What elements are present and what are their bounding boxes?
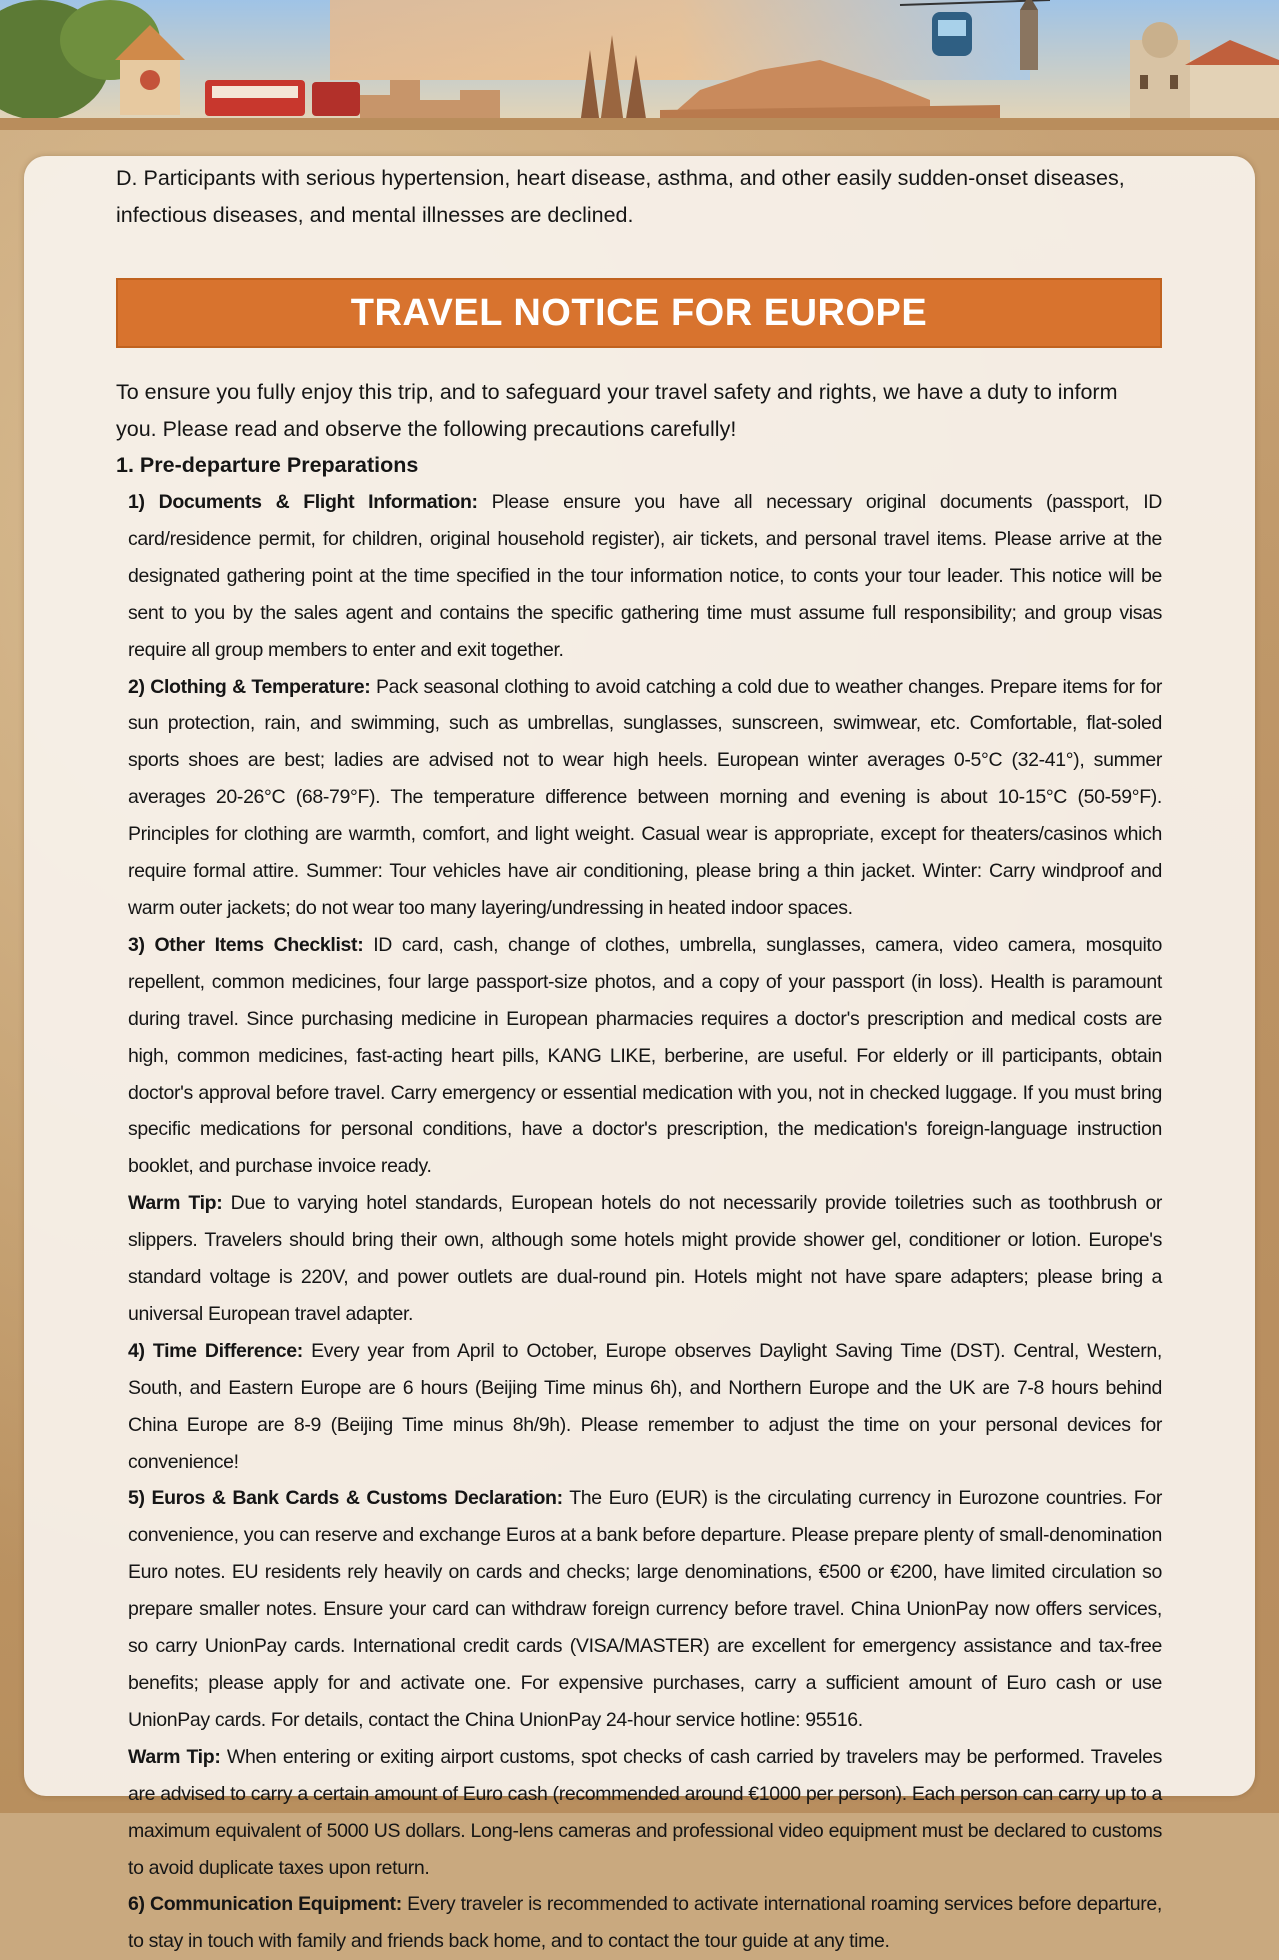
item-communication: [128, 1886, 1162, 1960]
item-text: Due to varying hotel standards, European hotels do not necessarily provide toiletries such as toothbrush or slippers. Travelers should bring their own, although some hotels might provide shower gel, conditioner or lotion. Europe's standard voltage is 220V, and power outlets are dual-round pin. Hotels might not have spare adapters; please bring a universal European travel adapter.: [128, 1192, 1162, 1325]
item-time-difference: [128, 1333, 1162, 1481]
item-label: 3) Other Items Checklist:: [128, 933, 364, 956]
intro-paragraph: To ensure you fully enjoy this trip, and to safeguard your travel safety and rights, we have a duty to inform you. Please read and observe the following precautions carefully!: [116, 380, 1118, 441]
section-heading: 1. Pre-departure Preparations: [116, 453, 419, 477]
item-label: Warm Tip:: [128, 1745, 221, 1768]
item-clothing: [128, 669, 1162, 927]
item-text: When entering or exiting airport customs, spot checks of cash carried by travelers may be performed. Traveles are advised to carry a certain amount of Euro cash (recommended around €1000 per person). Each person can carry up to a maximum equivalent of 5000 US dollars. Long-lens cameras and professional video equipment must be declared to customs to avoid duplicate taxes upon return.: [128, 1745, 1163, 1879]
item-text: Please ensure you have all necessary original documents (passport, ID card/residence permit, for children, original household register), air tickets, and personal travel items. Please arrive at the designated gathering point at the time specified in the tour information notice, to conts your tour leader. This notice will be sent to you by the sales agent and contains the specific gathering time must assume full responsibility; and group visas require all group members to enter and exit together.: [128, 491, 1162, 661]
item-label: 6) Communication Equipment:: [128, 1893, 402, 1916]
banner-illustration: [0, 0, 1279, 130]
item-label: 2) Clothing & Temperature:: [128, 675, 371, 698]
item-label: 4) Time Difference:: [128, 1339, 303, 1362]
item-text: ID card, cash, change of clothes, umbrella, sunglasses, camera, video camera, mosquito repellent, common medicines, four large passport-size photos, and a copy of your passport (in loss). Health is paramount during travel. Since purchasing medicine in European pharmacies requires a doctor's prescription and medical costs are high, common medicines, fast-acting heart pills, KANG LIKE, berberine, are useful. For elderly or ill participants, obtain doctor's approval before travel. Carry emergency or essential medication with you, not in checked luggage. If you must bring specific medications for personal conditions, have a doctor's prescription, the medication's foreign-language instruction booklet, and purchase invoice ready.: [128, 933, 1162, 1178]
item-documents: [128, 484, 1162, 669]
health-restriction-note: D. Participants with serious hypertension, heart disease, asthma, and other easily sudden-onset diseases, infectious diseases, and mental illnesses are declined.: [116, 166, 1125, 227]
page-title: TRAVEL NOTICE FOR EUROPE: [350, 291, 928, 334]
notice-content: [116, 160, 1162, 1960]
item-text: Every year from April to October, Europe observes Daylight Saving Time (DST). Central, Western, South, and Eastern Europe are 6 hours (Beijing Time minus 6h), and Northern Europe and the UK are 7-8 hours behind China Europe are 8-9 (Beijing Time minus 8h/9h). Please remember to adjust the time on your personal devices for convenience!: [128, 1339, 1162, 1473]
item-text: The Euro (EUR) is the circulating currency in Eurozone countries. For convenience, you can reserve and exchange Euros at a bank before departure. Please prepare plenty of small-denomination Euro notes. EU residents rely heavily on cards and checks; large denominations, €500 or €200, have limited circulation so prepare smaller notes. Ensure your card can withdraw foreign currency before travel. China UnionPay now offers services, so carry UnionPay cards. International credit cards (VISA/MASTER) are excellent for emergency assistance and tax-free benefits; please apply for and activate one. For expensive purchases, carry a sufficient amount of Euro cash or use UnionPay cards. For details, contact the China UnionPay 24-hour service hotline: 95516.: [128, 1487, 1162, 1731]
title-banner: [116, 278, 1162, 348]
city-collage-banner: [0, 0, 1279, 130]
item-label: Warm Tip:: [128, 1192, 223, 1215]
item-euros-bank-cards: [128, 1480, 1162, 1738]
item-text: Every traveler is recommended to activate international roaming services before departure, to stay in touch with family and friends back home, and to contact the tour guide at any time.: [128, 1893, 1162, 1953]
item-label: 5) Euros & Bank Cards & Customs Declaration:: [128, 1487, 563, 1510]
item-warm-tip-hotels: [128, 1185, 1162, 1333]
item-label: 1) Documents & Flight Information:: [128, 491, 478, 513]
item-checklist: [128, 927, 1162, 1185]
item-text: Pack seasonal clothing to avoid catching a cold due to weather changes. Prepare items for for sun protection, rain, and swimming, such as umbrellas, sunglasses, sunscreen, swimwear, etc. Comfortable, flat-soled sports shoes are best; ladies are advised not to wear high heels. European winter averages 0-5°C (32-41°), summer averages 20-26°C (68-79°F). The temperature difference between morning and evening is about 10-15°C (50-59°F). Principles for clothing are warmth, comfort, and light weight. Casual wear is appropriate, except for theaters/casinos which require formal attire. Summer: Tour vehicles have air conditioning, please bring a thin jacket. Winter: Carry windproof and warm outer jackets; do not wear too many layering/undressing in heated indoor spaces.: [128, 675, 1162, 919]
